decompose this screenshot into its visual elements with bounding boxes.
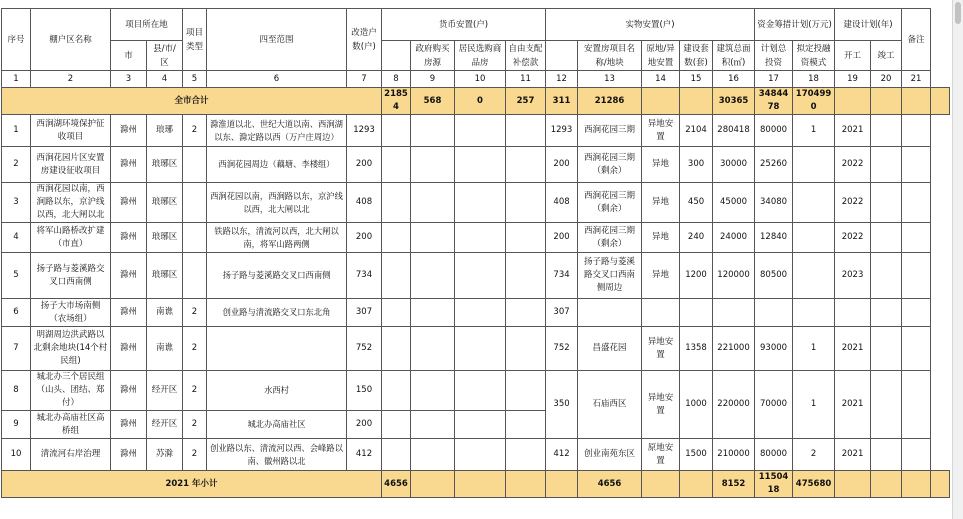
project-name-cell: 西涧花园三期（剩余） <box>578 183 642 223</box>
column-number: 9 <box>411 71 455 88</box>
monetary-cell <box>382 147 411 183</box>
scope-cell: 创业路以东、清流河以西、会峰路以南、徽州路以北 <box>207 439 347 471</box>
city-cell: 滁州 <box>111 147 147 183</box>
city-cell: 滁州 <box>111 299 147 327</box>
start-year-cell: 2022 <box>835 183 871 223</box>
floor-area-cell: 220000 <box>713 371 755 439</box>
planned-invest-cell: 80500 <box>755 253 793 299</box>
gov-purchase-cell <box>411 299 455 327</box>
area-name-cell: 城北办三个居民组（山头、团结、郑付） <box>31 371 111 411</box>
header-renovated: 改造户数(户) <box>347 9 382 71</box>
monetary-cell <box>382 223 411 253</box>
monetary-cell <box>382 327 411 371</box>
self-compensation-cell <box>506 147 546 183</box>
gov-purchase-cell <box>411 411 455 439</box>
planned-invest-cell: 80000 <box>755 115 793 147</box>
project-name-cell: 创业南苑东区 <box>578 439 642 471</box>
start-year-cell: 2023 <box>835 253 871 299</box>
monetary-cell <box>382 411 411 439</box>
header-planned-invest: 计划总投资 <box>755 41 793 71</box>
financing-mode-cell: 1 <box>793 327 835 371</box>
finish-year-cell <box>871 147 902 183</box>
total-gov-purchase: 0 <box>455 88 506 115</box>
project-name-cell: 扬子路与菱溪路交叉口西南侧周边 <box>578 253 642 299</box>
header-start: 开工 <box>835 41 871 71</box>
start-year-cell: 2021 <box>835 439 871 471</box>
type-cell <box>183 183 207 223</box>
finish-year-cell <box>871 371 902 439</box>
gov-purchase-cell <box>411 115 455 147</box>
header-row-2 <box>2 41 950 71</box>
county-cell: 琅琊区 <box>147 253 183 299</box>
remarks-cell <box>902 183 931 223</box>
site-type-cell: 异地安置 <box>642 327 680 371</box>
city-cell: 滁州 <box>111 253 147 299</box>
seq-cell: 3 <box>2 183 31 223</box>
resident-buy-cell <box>455 411 506 439</box>
start-year-cell: 2022 <box>835 147 871 183</box>
header-seq: 序号 <box>2 9 31 71</box>
resident-buy-cell <box>455 371 506 411</box>
subtotal-blank <box>871 471 902 498</box>
self-compensation-cell <box>506 439 546 471</box>
header-self-compensation: 自由支配补偿款 <box>506 41 546 71</box>
header-resident-buy: 居民选购商品房 <box>455 41 506 71</box>
header-units: 建设套数(套) <box>680 41 713 71</box>
renovated-cell: 200 <box>347 223 382 253</box>
type-cell <box>183 147 207 183</box>
monetary-cell <box>382 183 411 223</box>
gov-purchase-cell <box>411 327 455 371</box>
start-year-cell: 2021 <box>835 371 871 439</box>
seq-cell: 8 <box>2 371 31 411</box>
renovated-cell: 1293 <box>347 115 382 147</box>
table-row <box>2 223 950 253</box>
units-cell <box>680 299 713 327</box>
units-cell: 1200 <box>680 253 713 299</box>
self-compensation-cell <box>506 299 546 327</box>
area-name-cell: 扬子大市场南侧（农场组） <box>31 299 111 327</box>
header-type: 项目类型 <box>183 9 207 71</box>
city-cell: 滁州 <box>111 411 147 439</box>
county-cell: 琅琊区 <box>147 223 183 253</box>
subtotal-planned-invest: 475680 <box>793 471 835 498</box>
column-number: 19 <box>835 71 871 88</box>
site-type-cell: 异地 <box>642 183 680 223</box>
total-units: 30365 <box>713 88 755 115</box>
subtotal-blank <box>506 471 546 498</box>
seq-cell: 4 <box>2 223 31 253</box>
remarks-cell <box>902 147 931 183</box>
table-row <box>2 253 950 299</box>
floor-area-cell: 280418 <box>713 115 755 147</box>
resident-buy-cell <box>455 253 506 299</box>
finish-year-cell <box>871 115 902 147</box>
table-row <box>2 299 950 327</box>
finish-year-cell <box>871 223 902 253</box>
physical-cell: 350 <box>546 371 578 439</box>
site-type-cell: 异地 <box>642 223 680 253</box>
seq-cell: 7 <box>2 327 31 371</box>
header-city: 市 <box>111 41 147 71</box>
monetary-cell <box>382 439 411 471</box>
monetary-cell <box>382 253 411 299</box>
header-physical: 实物安置(户) <box>546 9 755 41</box>
city-cell: 滁州 <box>111 439 147 471</box>
seq-cell: 6 <box>2 299 31 327</box>
project-name-cell: 昌盛花园 <box>578 327 642 371</box>
gov-purchase-cell <box>411 183 455 223</box>
table-row <box>2 115 950 147</box>
remarks-cell <box>902 371 931 439</box>
seq-cell: 5 <box>2 253 31 299</box>
scrollbar-thumb[interactable] <box>955 2 961 24</box>
remarks-cell <box>902 299 931 327</box>
seq-cell: 9 <box>2 411 31 439</box>
city-total-row <box>2 88 950 115</box>
finish-year-cell <box>871 299 902 327</box>
subtotal-blank <box>931 471 950 498</box>
header-financing-mode: 拟定投融资模式 <box>793 41 835 71</box>
gov-purchase-cell <box>411 147 455 183</box>
type-cell: 2 <box>183 411 207 439</box>
scope-cell: 西涧花园以南，西涧路以东，京沪线以西，北大闸以北 <box>207 183 347 223</box>
renovated-cell: 200 <box>347 147 382 183</box>
seq-cell: 2 <box>2 147 31 183</box>
site-type-cell: 异地 <box>642 147 680 183</box>
self-compensation-cell <box>506 253 546 299</box>
resident-buy-cell <box>455 299 506 327</box>
scope-cell: 滁淮道以北、世纪大道以南、西涧湖以东、滁定路以西（万户庄周边） <box>207 115 347 147</box>
column-number: 1 <box>2 71 31 88</box>
remarks-cell <box>902 327 931 371</box>
column-number: 14 <box>642 71 680 88</box>
physical-cell: 412 <box>546 439 578 471</box>
gov-purchase-cell <box>411 223 455 253</box>
physical-cell: 752 <box>546 327 578 371</box>
renovated-cell: 307 <box>347 299 382 327</box>
table-row <box>2 183 950 223</box>
planned-invest-cell: 80000 <box>755 439 793 471</box>
monetary-cell <box>382 299 411 327</box>
units-cell: 1358 <box>680 327 713 371</box>
start-year-cell: 2022 <box>835 223 871 253</box>
scope-cell: 城北办高庙社区 <box>207 411 347 439</box>
renovated-cell: 734 <box>347 253 382 299</box>
self-compensation-cell <box>506 411 546 439</box>
header-location: 项目所在地 <box>111 9 183 41</box>
type-cell: 2 <box>183 371 207 411</box>
remarks-cell <box>902 439 931 471</box>
area-name-cell: 明湖周边洪武路以北剩余地块(14个村民组) <box>31 327 111 371</box>
column-number: 20 <box>871 71 902 88</box>
column-number: 12 <box>546 71 578 88</box>
total-blank <box>871 88 902 115</box>
units-cell: 240 <box>680 223 713 253</box>
subtotal-blank <box>642 471 680 498</box>
project-name-cell: 石庙西区 <box>578 371 642 439</box>
header-remarks: 备注 <box>902 9 931 71</box>
total-self-compensation: 311 <box>546 88 578 115</box>
header-funding: 资金筹措计划(万元) <box>755 9 835 41</box>
table-row <box>2 371 950 411</box>
physical-cell: 200 <box>546 223 578 253</box>
county-cell: 南谯 <box>147 327 183 371</box>
scope-cell: 水西村 <box>207 371 347 411</box>
floor-area-cell: 24000 <box>713 223 755 253</box>
financing-mode-cell <box>793 253 835 299</box>
header-area-name: 棚户区名称 <box>31 9 111 71</box>
planned-invest-cell <box>755 299 793 327</box>
column-number-row <box>2 71 950 88</box>
area-name-cell: 清流河右岸治理 <box>31 439 111 471</box>
financing-mode-cell <box>793 299 835 327</box>
resident-buy-cell <box>455 115 506 147</box>
renovated-cell: 408 <box>347 183 382 223</box>
total-resident-buy: 257 <box>506 88 546 115</box>
financing-mode-cell <box>793 147 835 183</box>
header-schedule: 建设计划(年) <box>835 9 902 41</box>
subtotal-label: 2021 年小计 <box>2 471 382 498</box>
type-cell <box>183 223 207 253</box>
renovated-cell: 150 <box>347 371 382 411</box>
county-cell: 琅琊 <box>147 115 183 147</box>
city-cell: 滁州 <box>111 115 147 147</box>
type-cell <box>183 253 207 299</box>
physical-cell: 307 <box>546 299 578 327</box>
total-physical: 21286 <box>578 88 642 115</box>
finish-year-cell <box>871 253 902 299</box>
physical-cell: 408 <box>546 183 578 223</box>
self-compensation-cell <box>506 115 546 147</box>
area-name-cell: 城北办高庙社区高桥组 <box>31 411 111 439</box>
site-type-cell <box>642 299 680 327</box>
housing-renovation-table <box>1 8 950 498</box>
finish-year-cell <box>871 183 902 223</box>
area-name-cell: 西涧花园片区安置房建设征收项目 <box>31 147 111 183</box>
city-cell: 滁州 <box>111 183 147 223</box>
resident-buy-cell <box>455 439 506 471</box>
floor-area-cell: 210000 <box>713 439 755 471</box>
seq-cell: 10 <box>2 439 31 471</box>
county-cell: 琅琊区 <box>147 183 183 223</box>
header-floor-area: 建筑总面积(㎡) <box>713 41 755 71</box>
self-compensation-cell <box>506 327 546 371</box>
financing-mode-cell <box>793 223 835 253</box>
remarks-cell <box>902 253 931 299</box>
table-row <box>2 327 950 371</box>
units-cell: 2104 <box>680 115 713 147</box>
subtotal-floor-area: 1150418 <box>755 471 793 498</box>
units-cell: 1000 <box>680 371 713 439</box>
total-renovated: 21854 <box>382 88 411 115</box>
total-floor-area: 3484478 <box>755 88 793 115</box>
subtotal-blank <box>902 471 931 498</box>
city-cell: 滁州 <box>111 223 147 253</box>
column-number: 8 <box>382 71 411 88</box>
table-body <box>2 115 950 471</box>
column-number: 18 <box>793 71 835 88</box>
remarks-cell <box>902 115 931 147</box>
site-type-cell: 异地 <box>642 253 680 299</box>
header-gov-purchase: 政府购买房源 <box>411 41 455 71</box>
scope-cell: 扬子路与菱溪路交叉口西南侧 <box>207 253 347 299</box>
planned-invest-cell: 12840 <box>755 223 793 253</box>
units-cell: 300 <box>680 147 713 183</box>
floor-area-cell: 45000 <box>713 183 755 223</box>
financing-mode-cell: 1 <box>793 371 835 439</box>
finish-year-cell <box>871 439 902 471</box>
city-cell: 滁州 <box>111 327 147 371</box>
project-name-cell: 西涧花园三期（剩余） <box>578 147 642 183</box>
header-onsite-offsite: 原地/异地安置 <box>642 41 680 71</box>
floor-area-cell: 221000 <box>713 327 755 371</box>
total-planned-invest: 1704990 <box>793 88 835 115</box>
area-name-cell: 扬子路与菱溪路交叉口西南侧 <box>31 253 111 299</box>
planned-invest-cell: 34080 <box>755 183 793 223</box>
renovated-cell: 200 <box>347 411 382 439</box>
financing-mode-cell: 1 <box>793 115 835 147</box>
physical-cell: 1293 <box>546 115 578 147</box>
planned-invest-cell: 70000 <box>755 371 793 439</box>
resident-buy-cell <box>455 223 506 253</box>
column-number: 21 <box>902 71 931 88</box>
subtotal-blank <box>835 471 871 498</box>
total-blank <box>680 88 713 115</box>
site-type-cell: 异地安置 <box>642 371 680 439</box>
floor-area-cell: 30000 <box>713 147 755 183</box>
area-name-cell: 西涧花园以南，西涧路以东，京沪线以西，北大闸以北 <box>31 183 111 223</box>
subtotal-units: 8152 <box>713 471 755 498</box>
scope-cell: 西涧花园周边（藕塘、李楼组） <box>207 147 347 183</box>
renovated-cell: 752 <box>347 327 382 371</box>
self-compensation-cell <box>506 223 546 253</box>
gov-purchase-cell <box>411 439 455 471</box>
site-type-cell: 异地安置 <box>642 115 680 147</box>
subtotal-blank <box>546 471 578 498</box>
physical-cell: 200 <box>546 147 578 183</box>
finish-year-cell <box>871 327 902 371</box>
units-cell: 1500 <box>680 439 713 471</box>
floor-area-cell: 120000 <box>713 253 755 299</box>
header-physical-blank <box>546 41 578 71</box>
start-year-cell: 2021 <box>835 327 871 371</box>
start-year-cell <box>835 299 871 327</box>
monetary-cell <box>382 371 411 411</box>
column-number: 17 <box>755 71 793 88</box>
start-year-cell: 2021 <box>835 115 871 147</box>
header-row-1 <box>2 9 950 41</box>
vertical-scrollbar[interactable] <box>952 0 963 519</box>
resident-buy-cell <box>455 183 506 223</box>
type-cell: 2 <box>183 115 207 147</box>
renovated-cell: 412 <box>347 439 382 471</box>
column-number: 5 <box>183 71 207 88</box>
column-number: 16 <box>713 71 755 88</box>
subtotal-blank <box>411 471 455 498</box>
total-blank <box>835 88 871 115</box>
area-name-cell: 将军山路桥改扩建（市直） <box>31 223 111 253</box>
header-scope: 四至范围 <box>207 9 347 71</box>
planned-invest-cell: 93000 <box>755 327 793 371</box>
column-number: 13 <box>578 71 642 88</box>
units-cell: 450 <box>680 183 713 223</box>
column-number: 7 <box>347 71 382 88</box>
type-cell: 2 <box>183 439 207 471</box>
floor-area-cell <box>713 299 755 327</box>
project-name-cell <box>578 299 642 327</box>
remarks-cell <box>902 223 931 253</box>
header-monetary-blank <box>382 41 411 71</box>
subtotal-physical: 4656 <box>578 471 642 498</box>
column-number: 3 <box>111 71 147 88</box>
county-cell: 苏滁 <box>147 439 183 471</box>
column-number: 10 <box>455 71 506 88</box>
column-number: 6 <box>207 71 347 88</box>
monetary-cell <box>382 115 411 147</box>
total-monetary: 568 <box>411 88 455 115</box>
subtotal-renovated: 4656 <box>382 471 411 498</box>
self-compensation-cell <box>506 183 546 223</box>
column-number: 15 <box>680 71 713 88</box>
column-number: 4 <box>147 71 183 88</box>
resident-buy-cell <box>455 327 506 371</box>
physical-cell: 734 <box>546 253 578 299</box>
subtotal-blank <box>680 471 713 498</box>
city-cell: 滁州 <box>111 371 147 411</box>
financing-mode-cell <box>793 183 835 223</box>
total-blank <box>902 88 931 115</box>
resident-buy-cell <box>455 147 506 183</box>
scope-cell: 创业路与清流路交叉口东北角 <box>207 299 347 327</box>
table-row <box>2 439 950 471</box>
planned-invest-cell: 25260 <box>755 147 793 183</box>
site-type-cell: 原地安置 <box>642 439 680 471</box>
project-name-cell: 西涧花园三期 <box>578 115 642 147</box>
scope-cell <box>207 327 347 371</box>
gov-purchase-cell <box>411 253 455 299</box>
city-total-label: 全市合计 <box>2 88 382 115</box>
scope-cell: 铁路以东，清流河以西，北大闸以南，将军山路两侧 <box>207 223 347 253</box>
column-number: 11 <box>506 71 546 88</box>
header-project-name: 安置房项目名称/地块 <box>578 41 642 71</box>
total-blank <box>642 88 680 115</box>
header-monetary: 货币安置(户) <box>382 9 546 41</box>
county-cell: 南谯 <box>147 299 183 327</box>
seq-cell: 1 <box>2 115 31 147</box>
header-finish: 竣工 <box>871 41 902 71</box>
header-county: 县/市/区 <box>147 41 183 71</box>
county-cell: 琅琊区 <box>147 147 183 183</box>
county-cell: 经开区 <box>147 411 183 439</box>
column-number: 2 <box>31 71 111 88</box>
area-name-cell: 西涧湖环境保护征收项目 <box>31 115 111 147</box>
gov-purchase-cell <box>411 371 455 411</box>
table-row <box>2 147 950 183</box>
total-blank <box>931 88 950 115</box>
subtotal-blank <box>455 471 506 498</box>
project-name-cell: 西涧花园三期（剩余） <box>578 223 642 253</box>
self-compensation-cell <box>506 371 546 411</box>
type-cell: 2 <box>183 299 207 327</box>
subtotal-row <box>2 471 950 498</box>
county-cell: 经开区 <box>147 371 183 411</box>
type-cell: 2 <box>183 327 207 371</box>
financing-mode-cell: 2 <box>793 439 835 471</box>
